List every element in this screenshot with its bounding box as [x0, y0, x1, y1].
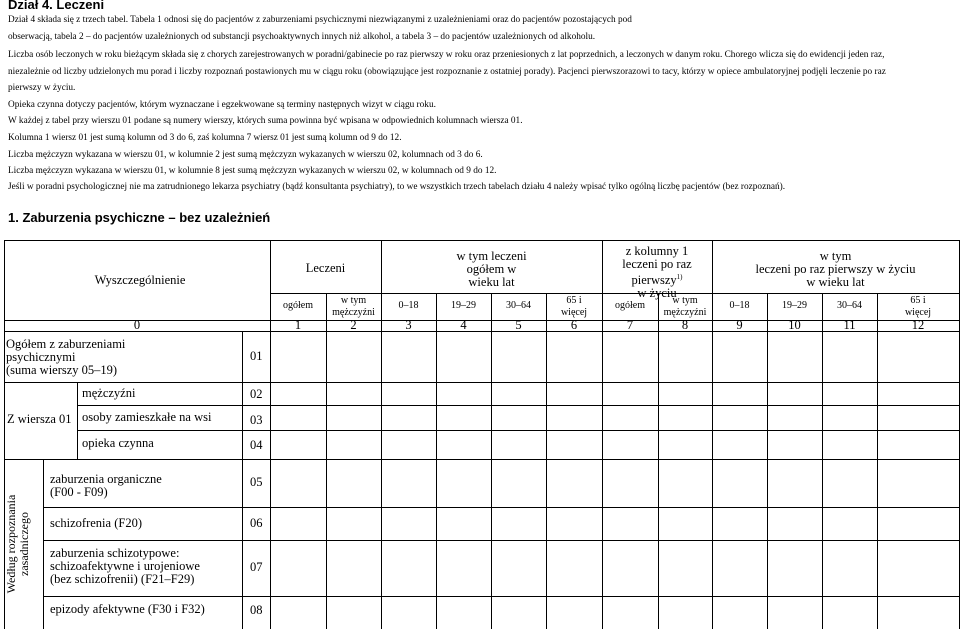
paragraph: Liczba mężczyzn wykazana w wierszu 01, w kolumnie 2 jest sumą mężczyzn wykazanych w wierszu 02, kolumnach od 3 do 6. [8, 150, 483, 160]
row-number: 02 [250, 387, 263, 401]
subheader-wtym-line2: mężczyźni [332, 307, 375, 318]
col-number: 7 [626, 318, 634, 332]
row-number: 08 [250, 603, 263, 617]
row-label-wies: osoby zamieszkałe na wsi [82, 410, 212, 424]
paragraph: niezależnie od liczby udzielonych mu porad i liczby rozpoznań postawionych mu w ciągu roku (obowiązujące jest rozpoznanie z ostatniej porady). Pacjenci pierwszorazowi to tacy, którzy w opiece ambulatoryjnej podjęli leczenie po raz [8, 67, 886, 77]
col-number: 1 [294, 318, 302, 332]
paragraph: W każdej z tabel przy wierszu 01 podane są numery wierszy, których suma powinna być wpisana w odpowiednich kolumnach wiersza 01. [8, 116, 523, 126]
subheader-19-29: 19–29 [782, 300, 807, 311]
vertical-line1: Według rozpoznania [4, 494, 18, 594]
row-label-schizofrenia: schizofrenia (F20) [50, 516, 142, 530]
table-title: 1. Zaburzenia psychiczne – bez uzależnień [8, 210, 271, 225]
subheader-0-18: 0–18 [729, 300, 750, 311]
subheader-ogolem: ogółem [615, 300, 645, 311]
subheader-0-18: 0–18 [398, 300, 419, 311]
subheader-wtym-line1: w tym [672, 295, 698, 306]
col-number: 11 [843, 318, 856, 332]
paragraph: Kolumna 1 wiersz 01 jest sumą kolumn od 3 do 6, zaś kolumna 7 wiersz 01 jest sumą kolumn od 9 do 12. [8, 133, 402, 143]
paragraph: Dział 4 składa się z trzech tabel. Tabela 1 odnosi się do pacjentów z zaburzeniami psychicznymi niezwiązanymi z uzależnieniami oraz do pacjentów pozostających pod [8, 15, 632, 25]
paragraph: obserwacją, tabela 2 – do pacjentów uzależnionych od substancji psychoaktywnych innych niż alkohol, a tabela 3 – do pacjentów uzależnionych od alkoholu. [8, 32, 596, 42]
row-number: 05 [250, 475, 263, 489]
row07-line2: schizoafektywne i urojeniowe [50, 559, 200, 573]
subheader-ogolem: ogółem [283, 300, 313, 311]
footnote-marker: 1) [676, 273, 683, 281]
header-kol1-line2: leczeni po raz [622, 257, 692, 271]
header-wiek-line1: w tym leczeni [456, 249, 527, 263]
row-number: 01 [250, 349, 263, 363]
row-label-ogolem [6, 338, 125, 377]
header-wyszczegolnienie: Wyszczególnienie [94, 273, 186, 287]
header-kol1-line3 [602, 271, 712, 287]
paragraph: pierwszy w życiu. [8, 83, 76, 93]
subheader-wtym-line2: mężczyźni [663, 307, 707, 318]
header-wiek-line3: wieku lat [468, 275, 515, 289]
subheader-65-line2: więcej [904, 307, 932, 318]
vertical-label-rozpoznanie [5, 484, 31, 604]
col-number: 3 [405, 318, 412, 332]
header-kol1-line1: z kolumny 1 [625, 244, 689, 258]
section-title: Dział 4. Leczeni [8, 0, 105, 12]
subheader-65-line1: 65 i [910, 295, 926, 306]
row01-line3: (suma wierszy 05–19) [6, 363, 118, 377]
col-number: 8 [681, 318, 689, 332]
row01-line2: psychicznymi [6, 350, 76, 364]
subheader-30-64: 30–64 [506, 300, 531, 311]
subheader-w-tym-mezczyzni [326, 295, 381, 319]
header-leczeni: Leczeni [305, 261, 346, 275]
row05-line1: zaburzenia organiczne [50, 472, 162, 486]
header-wtym-line1: w tym [819, 249, 852, 263]
col-number: 12 [911, 318, 925, 332]
paragraph: Opieka czynna dotyczy pacjentów, którym wyznaczane i egzekwowane są terminy następnych wizyt w ciągu roku. [8, 100, 436, 110]
group-label-z-wiersza-01: Z wiersza 01 [7, 412, 72, 426]
row-number: 04 [250, 438, 263, 452]
subheader-w-tym-mezczyzni [658, 295, 712, 319]
vertical-line2: zasadniczego [17, 512, 31, 576]
subheader-30-64: 30–64 [837, 300, 862, 311]
subheader-65-wiecej [546, 295, 602, 319]
header-z-kolumny-1 [602, 245, 712, 300]
header-kol1-line4: w życiu [637, 286, 677, 301]
col-number: 2 [350, 318, 357, 332]
row-number: 03 [250, 413, 263, 427]
row-number: 06 [250, 516, 263, 530]
subheader-65-line1: 65 i [566, 295, 582, 306]
row-label-mezczyzni: mężczyźni [82, 386, 136, 400]
col-number: 5 [515, 318, 522, 332]
subheader-19-29: 19–29 [451, 300, 476, 311]
row-label-organiczne [50, 473, 162, 499]
header-wtym-line3: w wieku lat [806, 275, 865, 289]
header-kol1-text: pierwszy [631, 273, 677, 288]
row-number: 07 [250, 560, 263, 574]
row07-line1: zaburzenia schizotypowe: [50, 546, 180, 560]
col-number: 9 [736, 318, 743, 332]
subheader-65-line2: więcej [560, 307, 588, 318]
subheader-65-wiecej [877, 295, 959, 319]
col-number: 4 [460, 318, 467, 332]
header-wiek-line2: ogółem w [466, 262, 517, 276]
col-number: 10 [788, 318, 801, 332]
col-number: 6 [570, 318, 578, 332]
header-w-tym-pierwszy [712, 250, 959, 289]
header-wtym-line2: leczeni po raz pierwszy w życiu [755, 262, 916, 276]
row-label-opieka-czynna: opieka czynna [82, 436, 154, 450]
row-label-afektywne: epizody afektywne (F30 i F32) [50, 602, 205, 616]
paragraph: Liczba osób leczonych w roku bieżącym składa się z chorych zarejestrowanych w poradni/gabinecie po raz pierwszy w roku oraz przeniesionych z lat poprzednich, a leczonych w danym roku. Chorego wlicza się do ewidencji jeden raz, [8, 50, 885, 60]
col-number: 0 [133, 318, 141, 332]
row01-line1: Ogółem z zaburzeniami [6, 337, 126, 351]
header-wiek-lat [381, 250, 602, 289]
row-label-schizotypowe [50, 547, 200, 586]
row07-line3: (bez schizofrenii) (F21–F29) [50, 572, 195, 586]
paragraph: Jeśli w poradni psychologicznej nie ma zatrudnionego lekarza psychiatry (bądź konsultanta psychiatry), to we wszystkich trzech tabelach działu 4 należy wpisać tylko ogólną liczbę pacjentów (bez rozpoznań). [8, 182, 786, 192]
paragraph: Liczba mężczyzn wykazana w wierszu 01, w kolumnie 8 jest sumą mężczyzn wykazanych w wierszu 02, w kolumnach od 9 do 12. [8, 166, 497, 176]
row05-line2: (F00 - F09) [50, 485, 108, 499]
subheader-wtym-line1: w tym [340, 295, 367, 306]
